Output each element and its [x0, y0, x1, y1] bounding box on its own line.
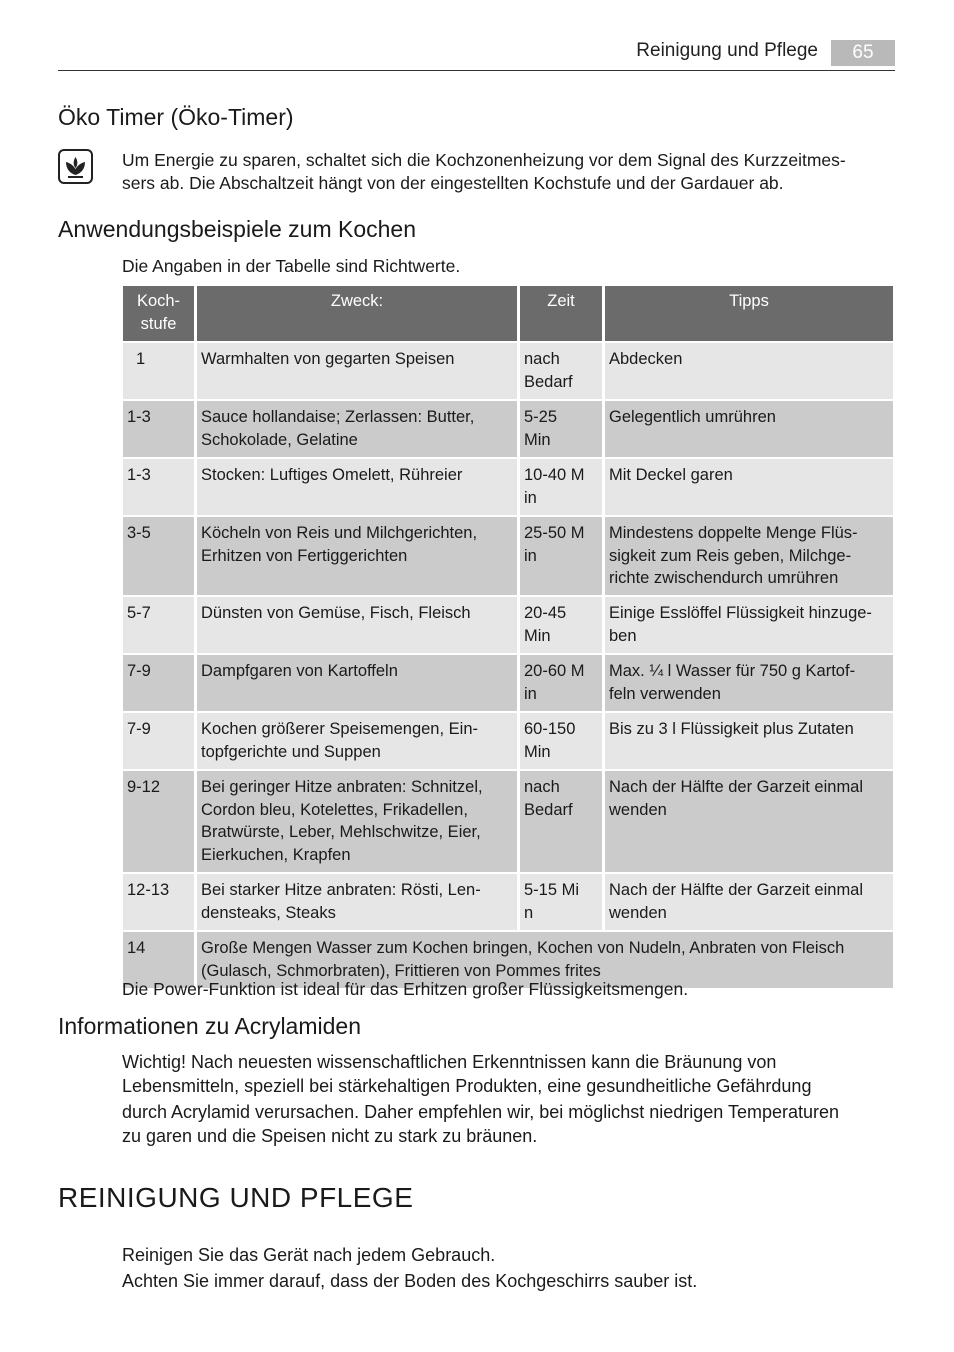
cell-tips: Mit Deckel garen: [605, 459, 893, 515]
table-intro: Die Angaben in der Tabelle sind Richtwerte.: [122, 256, 461, 276]
column-header-purpose: Zweck:: [197, 286, 517, 341]
cell-level: 7-9: [123, 713, 194, 769]
cell-level: 1: [123, 343, 194, 399]
eco-text-line-2: sers ab. Die Abschaltzeit hängt von der eingestellten Kochstufe und der Gardauer ab.: [122, 173, 784, 193]
cell-purpose: Kochen größerer Speisemengen, Ein- topfgerichte und Suppen: [197, 713, 517, 769]
column-header-tips: Tipps: [605, 286, 893, 341]
cell-tips: Einige Esslöffel Flüssigkeit hinzuge- ben: [605, 597, 893, 653]
table-row: [123, 713, 893, 769]
important-label: Wichtig!: [122, 1052, 187, 1072]
table-row: [123, 597, 893, 653]
table-row: [123, 517, 893, 595]
cell-time: 20-45 Min: [520, 597, 602, 653]
cell-merged: Große Mengen Wasser zum Kochen bringen, Kochen von Nudeln, Anbraten von Fleisch (Gulasch, Schmorbraten), Frittieren von Pommes frites: [197, 932, 893, 988]
cell-purpose: Dampfgaren von Kartoffeln: [197, 655, 517, 711]
table-row: [123, 459, 893, 515]
acrylamide-text-line-4: zu garen und die Speisen nicht zu stark zu bräunen.: [122, 1126, 538, 1146]
cell-level: 7-9: [123, 655, 194, 711]
cell-time: 5-25 Min: [520, 401, 602, 457]
table-row: [123, 771, 893, 872]
acrylamide-heading: Informationen zu Acrylamiden: [58, 1013, 361, 1039]
column-header-level: Koch- stufe: [123, 286, 194, 341]
cell-tips: Nach der Hälfte der Garzeit einmal wenden: [605, 771, 893, 872]
cell-tips: Abdecken: [605, 343, 893, 399]
header-divider: [58, 70, 895, 71]
cell-tips: Nach der Hälfte der Garzeit einmal wenden: [605, 874, 893, 930]
table-row: [123, 874, 893, 930]
cell-level: 5-7: [123, 597, 194, 653]
acrylamide-text-line-1: Wichtig! Nach neuesten wissenschaftlichen Erkenntnissen kann die Bräunung von: [122, 1052, 777, 1072]
cell-tips: Gelegentlich umrühren: [605, 401, 893, 457]
cell-level: 12-13: [123, 874, 194, 930]
cell-purpose: Köcheln von Reis und Milchgerichten, Erhitzen von Fertiggerichten: [197, 517, 517, 595]
eco-timer-heading: Öko Timer (Öko-Timer): [58, 104, 294, 130]
cell-level: 1-3: [123, 459, 194, 515]
cell-purpose: Bei starker Hitze anbraten: Rösti, Len- densteaks, Steaks: [197, 874, 517, 930]
cooking-table: [120, 284, 896, 990]
cell-time: nach Bedarf: [520, 343, 602, 399]
cooking-examples-heading: Anwendungsbeispiele zum Kochen: [58, 216, 417, 242]
running-header-title: Reinigung und Pflege: [636, 40, 818, 61]
acrylamide-text-line-2: Lebensmitteln, speziell bei stärkehaltigen Produkten, eine gesundheitliche Gefährdung: [122, 1076, 812, 1096]
cell-tips: Max. ¼ l Wasser für 750 g Kartof- feln verwenden: [605, 655, 893, 711]
column-header-time: Zeit: [520, 286, 602, 341]
cell-tips: Mindestens doppelte Menge Flüs- sigkeit zum Reis geben, Milchge- richte zwischendurch umrühren: [605, 517, 893, 595]
acrylamide-text-line-3: durch Acrylamid verursachen. Daher empfehlen wir, bei möglichst niedrigen Temperaturen: [122, 1102, 840, 1122]
cell-purpose: Bei geringer Hitze anbraten: Schnitzel, Cordon bleu, Kotelettes, Frikadellen, Bratwürste, Leber, Mehlschwitze, Eier, Eierkuchen, Krapfen: [197, 771, 517, 872]
eco-leaf-icon: [58, 149, 93, 184]
cell-time: 10-40 M in: [520, 459, 602, 515]
table-row: [123, 343, 893, 399]
care-text-line-1: Reinigen Sie das Gerät nach jedem Gebrauch.: [122, 1245, 496, 1265]
cell-time: 20-60 M in: [520, 655, 602, 711]
care-section-title: REINIGUNG UND PFLEGE: [58, 1182, 414, 1213]
cell-time: 60-150 Min: [520, 713, 602, 769]
cell-time: 5-15 Mi n: [520, 874, 602, 930]
cell-level: 3-5: [123, 517, 194, 595]
cell-time: nach Bedarf: [520, 771, 602, 872]
cell-purpose: Warmhalten von gegarten Speisen: [197, 343, 517, 399]
page-number: 65: [831, 40, 895, 66]
cell-level: 9-12: [123, 771, 194, 872]
cell-time: 25-50 M in: [520, 517, 602, 595]
cell-purpose: Sauce hollandaise; Zerlassen: Butter, Schokolade, Gelatine: [197, 401, 517, 457]
cell-purpose: Dünsten von Gemüse, Fisch, Fleisch: [197, 597, 517, 653]
power-note: Die Power-Funktion ist ideal für das Erhitzen großer Flüssigkeitsmengen.: [122, 979, 689, 999]
cell-level: 1-3: [123, 401, 194, 457]
cell-level: 14: [123, 932, 194, 988]
eco-text-line-1: Um Energie zu sparen, schaltet sich die Kochzonenheizung vor dem Signal des Kurzzeitmes-: [122, 150, 846, 170]
cell-tips: Bis zu 3 l Flüssigkeit plus Zutaten: [605, 713, 893, 769]
table-row: [123, 401, 893, 457]
cell-purpose: Stocken: Luftiges Omelett, Rühreier: [197, 459, 517, 515]
care-text-line-2: Achten Sie immer darauf, dass der Boden des Kochgeschirrs sauber ist.: [122, 1271, 698, 1291]
table-row: [123, 655, 893, 711]
